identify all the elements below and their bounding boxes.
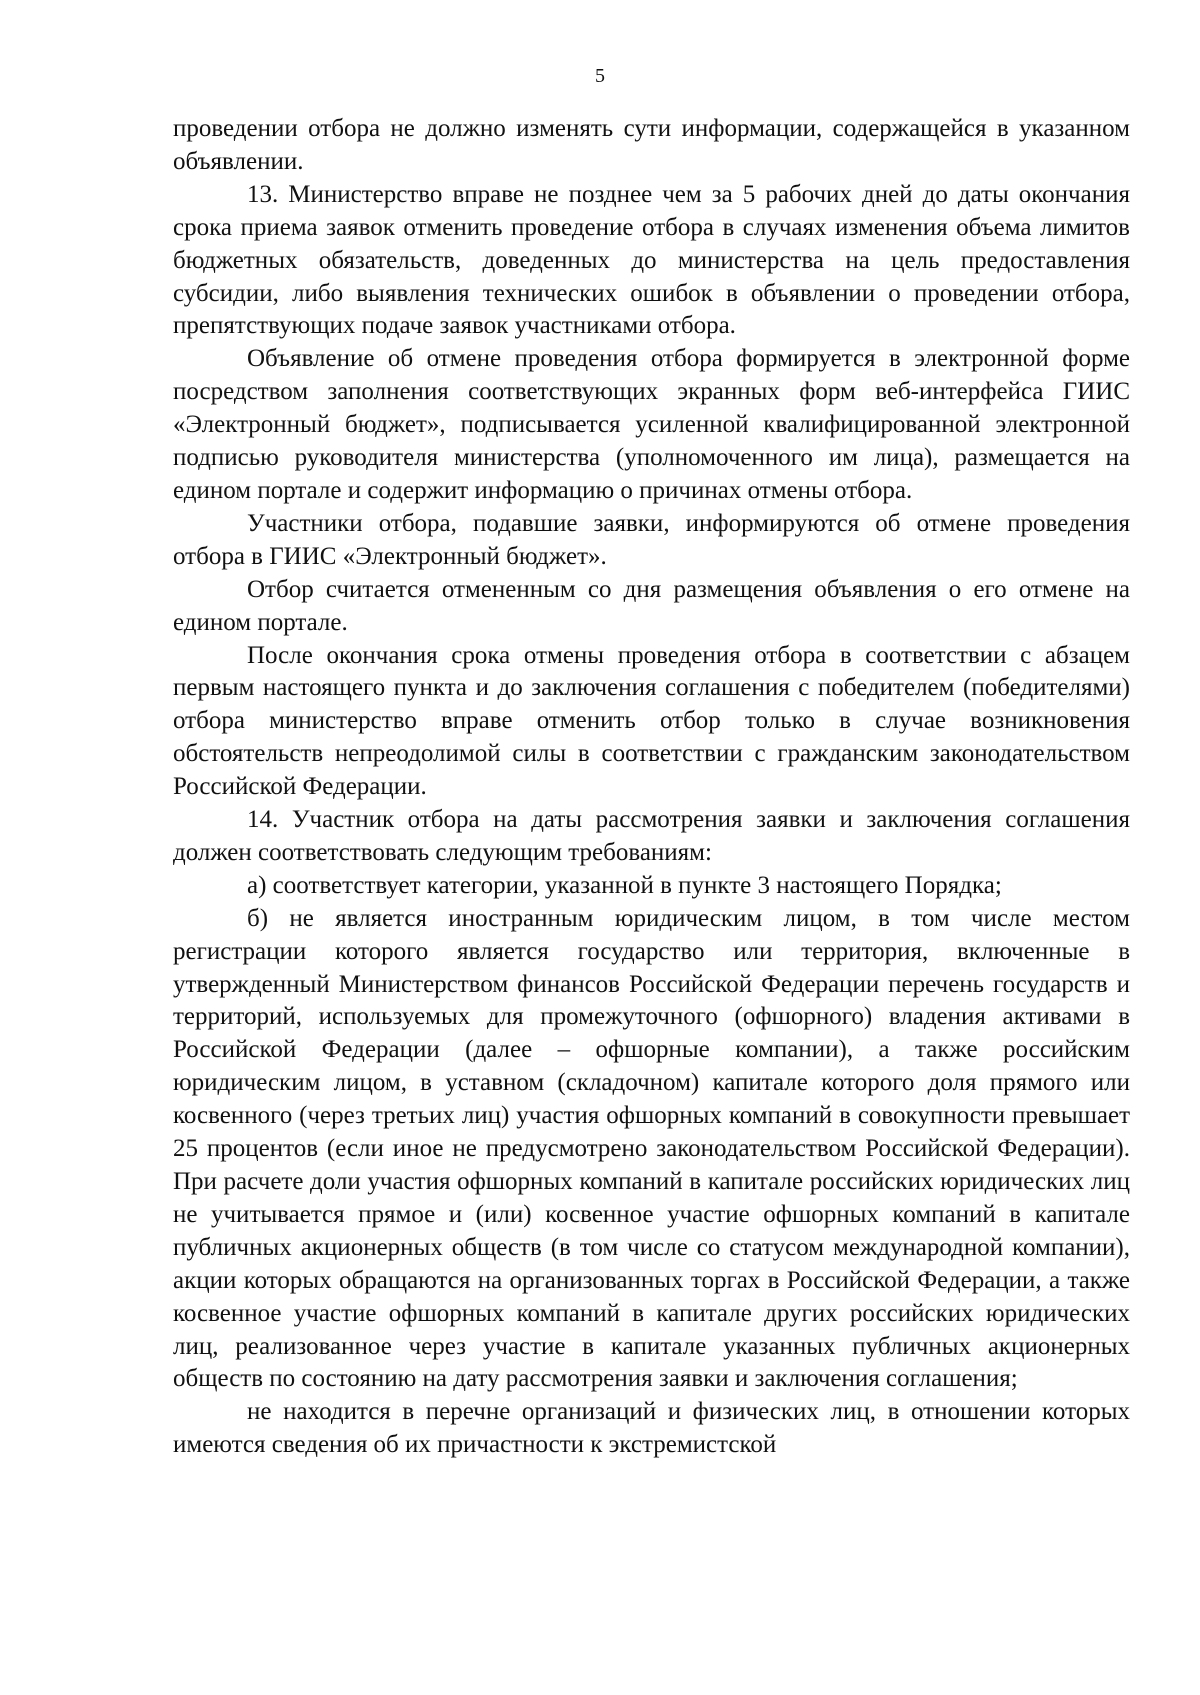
paragraph-subitem-b: б) не является иностранным юридическим лицом, в том числе местом регистрации которого является государство или территория, включенные в утвержденный Министерством финансов Российской Федерации перечень государств и территорий, используемых для промежуточного (офшорного) владения активами в Российской Федерации (далее – офшорные компании), а также российским юридическим лицом, в уставном (складочном) капитале которого доля прямого или косвенного (через третьих лиц) участия офшорных компаний в совокупности превышает 25 процентов (если иное не предусмотрено законодательством Российской Федерации). При расчете доли участия офшорных компаний в капитале российских юридических лиц не учитывается прямое и (или) косвенное участие офшорных компаний в капитале публичных акционерных обществ (в том числе со статусом международной компании), акции которых обращаются на организованных торгах в Российской Федерации, а также косвенное участие офшорных компаний в капитале других российских юридических лиц, реализованное через участие в капитале указанных публичных акционерных обществ по состоянию на дату рассмотрения заявки и заключения соглашения; — [173, 904, 1130, 1393]
paragraph-participants-informed: Участники отбора, подавшие заявки, информируются об отмене проведения отбора в ГИИС «Электронный бюджет». — [173, 509, 1130, 570]
document-body — [173, 113, 1130, 1462]
paragraph-continuation: проведении отбора не должно изменять сути информации, содержащейся в указанном объявлении. — [173, 115, 1130, 175]
paragraph-force-majeure: После окончания срока отмены проведения отбора в соответствии с абзацем первым настоящего пункта и до заключения соглашения с победителем (победителями) отбора министерство вправе отменить отбор только в случае возникновения обстоятельств непреодолимой силы в соответствии с гражданским законодательством Российской Федерации. — [173, 641, 1130, 801]
paragraph-item-14: 14. Участник отбора на даты рассмотрения заявки и заключения соглашения должен соответствовать следующим требованиям: — [173, 806, 1130, 866]
page-number: 5 — [595, 65, 605, 87]
paragraph-extremist-list: не находится в перечне организаций и физических лиц, в отношении которых имеются сведения об их причастности к экстремистской — [173, 1398, 1130, 1459]
paragraph-subitem-a: а) соответствует категории, указанной в пункте 3 настоящего Порядка; — [247, 871, 1002, 899]
paragraph-cancellation-notice: Объявление об отмене проведения отбора формируется в электронной форме посредством заполнения соответствующих экранных форм веб-интерфейса ГИИС «Электронный бюджет», подписывается усиленной квалифицированной электронной подписью руководителя министерства (уполномоченного им лица), размещается на едином портале и содержит информацию о причинах отмены отбора. — [173, 345, 1130, 504]
paragraph-selection-cancelled: Отбор считается отмененным со дня размещения объявления о его отмене на едином портале. — [173, 575, 1130, 636]
paragraph-item-13: 13. Министерство вправе не позднее чем за 5 рабочих дней до даты окончания срока приема заявок отменить проведение отбора в случаях изменения объема лимитов бюджетных обязательств, доведенных до министерства на цель предоставления субсидии, либо выявления технических ошибок в объявлении о проведении отбора, препятствующих подаче заявок участниками отбора. — [173, 180, 1130, 340]
